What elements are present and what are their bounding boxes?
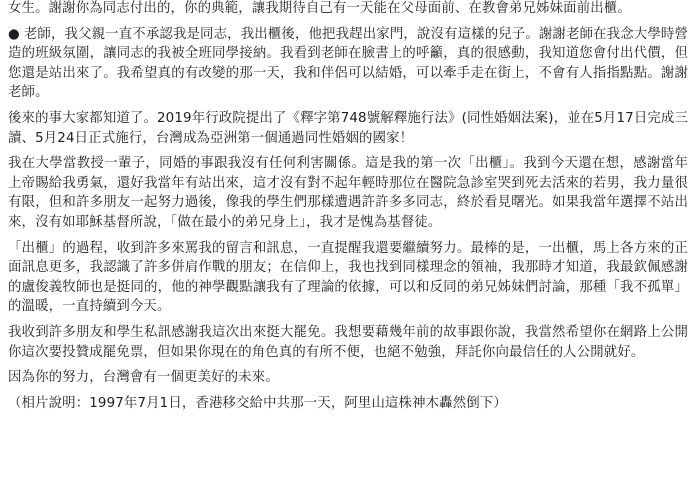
paragraph-recall-appeal: 我收到許多朋友和學生私訊感謝我這次出來挺大罷免。我想要藉幾年前的故事跟你說，我當然希望你在網路上公開你這次要投贊成罷免票，但如果你現在的角色真的有所不便，也絕不勉強，拜託你向最信任的人公開就好。 [8, 324, 688, 360]
paragraph-first-coming-out: 我在大學當教授一輩子，同婚的事跟我沒有任何利害關係。這是我的第一次「出櫃」。我到今天還在想，感謝當年上帝賜給我勇氣，還好我當年有站出來，這才沒有對不起年輕時那位在醫院急診室哭到死去活來的若男，我力量很有限，但和許多朋友一起努力過後，像我的學生們那樣遭遇許許多多同志，終於看見曙光。如果我當年選擇不站出來，沒有如耶穌基督所說，「做在最小的弟兄身上」，我才是愧為基督徒。 [8, 156, 688, 230]
paragraph-student-letter-end: 女生。謝謝你為同志付出的，你的典範，讓我期待自己有一天能在父母面前、在教會弟兄姊妹面前出櫃。 [8, 1, 631, 16]
bullet-quote-text: 老師，我父親一直不承認我是同志，我出櫃後，他把我趕出家門，說沒有這樣的兒子。謝謝老師在我念大學時營造的班級氛圍，讓同志的我被全班同學接納。我看到老師在臉書上的呼籲，真的很感動，我知道您會付出代價，但您還是站出來了。我希望真的有改變的那一天，我和伴侶可以結婚，可以牽手走在街上，不會有人指指點點。謝謝老師。 [8, 26, 688, 101]
paragraph-photo-caption: （相片說明：1997年7月1日，香港移交給中共那一天，阿里山這株神木轟然倒下） [8, 395, 507, 411]
bullet-icon: ● [8, 26, 20, 42]
paragraph-bullet-quote [8, 25, 688, 103]
paragraph-law-passed: 後來的事大家都知道了。2019年行政院提出了《釋字第748號解釋施行法》(同性婚姻法案)，並在5月17日完成三讀、5月24日正式施行，台灣成為亞洲第一個通過同性婚姻的國家！ [8, 110, 688, 146]
paragraph-better-future: 因為你的努力，台灣會有一個更美好的未來。 [8, 370, 279, 386]
paragraph-coming-out-process: 「出櫃」的過程，收到許多來罵我的留言和訊息，一直提醒我還要繼續努力。最棒的是，一出櫃，馬上各方來的正面訊息更多，我認識了許多併肩作戰的朋友；在信仰上，我也找到同樣理念的領袖，我那時才知道，我最欽佩感謝的盧俊義牧師也是挺同的，他的神學觀點讓我有了理論的依據，可以和反同的弟兄姊妹們討論，那種「我不孤單」的溫暖，一直持續到今天。 [8, 240, 688, 315]
